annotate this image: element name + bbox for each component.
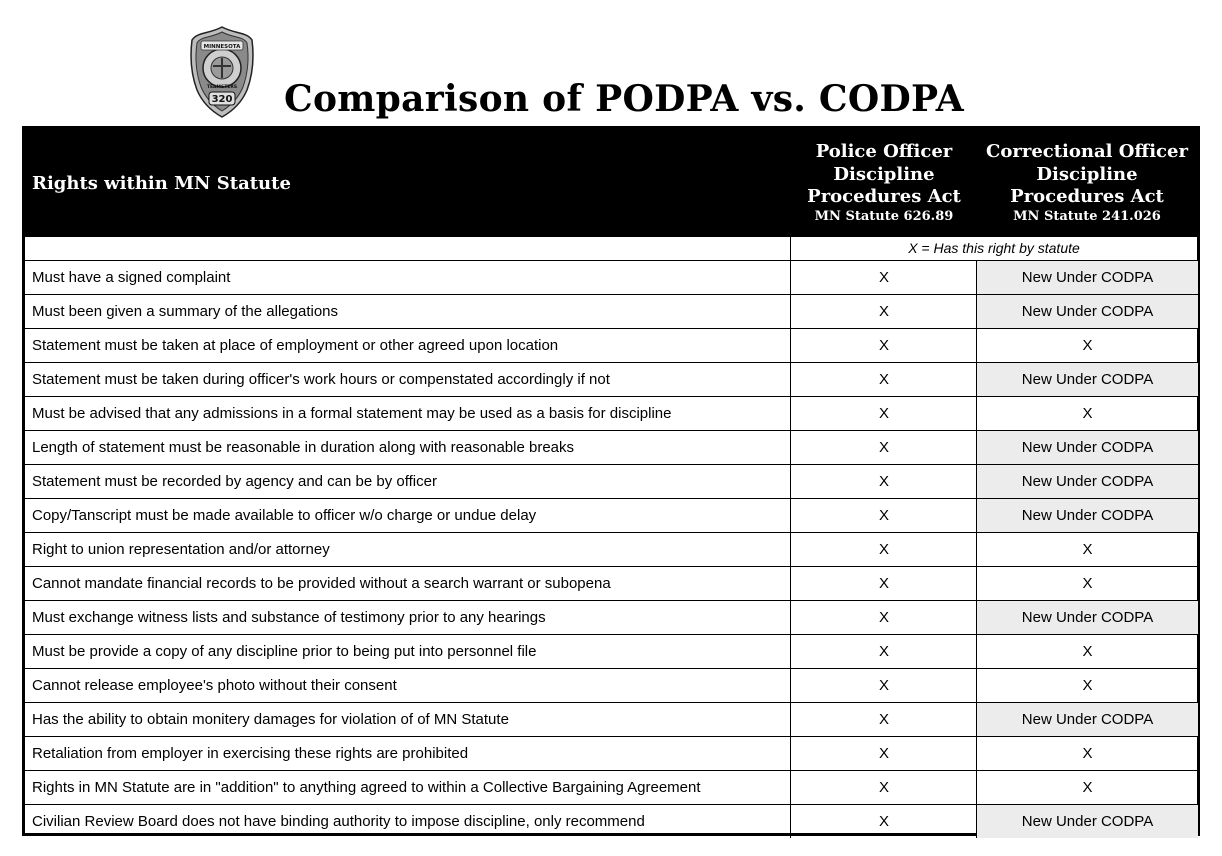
right-description: Retaliation from employer in exercising these rights are prohibited <box>32 745 469 762</box>
codpa-cell: New Under CODPA <box>976 363 1198 396</box>
table-row <box>25 703 1197 737</box>
table-row <box>25 295 1197 329</box>
codpa-cell: New Under CODPA <box>976 499 1198 532</box>
podpa-cell: X <box>790 567 977 600</box>
table-row <box>25 499 1197 533</box>
podpa-cell: X <box>790 737 977 770</box>
right-description: Copy/Tanscript must be made available to officer w/o charge or undue delay <box>32 507 537 524</box>
codpa-cell: X <box>976 771 1198 804</box>
table-row <box>25 567 1197 601</box>
right-description: Must be advised that any admissions in a formal statement may be used as a basis for discipline <box>32 405 672 422</box>
header-podpa-title: Police Officer Discipline Procedures Act <box>807 141 961 207</box>
podpa-cell: X <box>790 635 977 668</box>
legend-row <box>25 237 1197 261</box>
podpa-cell: X <box>790 329 977 362</box>
codpa-cell: X <box>976 635 1198 668</box>
podpa-cell: X <box>790 499 977 532</box>
right-description: Length of statement must be reasonable in duration along with reasonable breaks <box>32 439 575 456</box>
codpa-cell: X <box>976 737 1198 770</box>
table-row <box>25 601 1197 635</box>
right-description: Cannot mandate financial records to be provided without a search warrant or subopena <box>32 575 611 592</box>
right-description: Must been given a summary of the allegations <box>32 303 338 320</box>
right-description: Rights in MN Statute are in "addition" to anything agreed to within a Collective Bargaining Agreement <box>32 779 701 796</box>
podpa-cell: X <box>790 465 977 498</box>
codpa-cell: X <box>976 533 1198 566</box>
podpa-cell: X <box>790 295 977 328</box>
svg-text:MINNESOTA: MINNESOTA <box>203 44 241 50</box>
table-row <box>25 329 1197 363</box>
podpa-cell: X <box>790 669 977 702</box>
codpa-cell: X <box>976 567 1198 600</box>
right-description: Cannot release employee's photo without their consent <box>32 677 397 694</box>
podpa-cell: X <box>790 431 977 464</box>
podpa-cell: X <box>790 363 977 396</box>
right-description: Civilian Review Board does not have binding authority to impose discipline, only recommend <box>32 813 645 830</box>
header-podpa <box>791 141 977 224</box>
right-description: Must have a signed complaint <box>32 269 231 286</box>
codpa-cell: X <box>976 397 1198 430</box>
right-description: Has the ability to obtain monitery damages for violation of of MN Statute <box>32 711 509 728</box>
table-row <box>25 261 1197 295</box>
codpa-cell: New Under CODPA <box>976 805 1198 838</box>
svg-text:TEAMSTERS: TEAMSTERS <box>206 85 238 90</box>
header-podpa-statute: MN Statute 626.89 <box>814 208 954 224</box>
page-title: Comparison of PODPA vs. CODPA <box>284 78 965 120</box>
table-row <box>25 465 1197 499</box>
svg-text:320: 320 <box>211 94 233 105</box>
right-description: Statement must be taken during officer's work hours or compenstated accordingly if not <box>32 371 610 388</box>
right-description: Statement must be recorded by agency and can be by officer <box>32 473 437 490</box>
header-codpa-title: Correctional Officer Discipline Procedures Act <box>986 141 1188 207</box>
podpa-cell: X <box>790 601 977 634</box>
table-header <box>25 129 1197 237</box>
table-row <box>25 737 1197 771</box>
header-codpa <box>977 141 1197 224</box>
legend-text: X = Has this right by statute <box>908 240 1080 256</box>
right-description: Must be provide a copy of any discipline prior to being put into personnel file <box>32 643 537 660</box>
table-row <box>25 397 1197 431</box>
podpa-cell: X <box>790 261 977 294</box>
codpa-cell: New Under CODPA <box>976 261 1198 294</box>
right-description: Right to union representation and/or attorney <box>32 541 330 558</box>
codpa-cell: New Under CODPA <box>976 295 1198 328</box>
table-row <box>25 431 1197 465</box>
podpa-cell: X <box>790 703 977 736</box>
table-row <box>25 771 1197 805</box>
table-body <box>25 261 1197 838</box>
table-row <box>25 805 1197 838</box>
codpa-cell: New Under CODPA <box>976 431 1198 464</box>
right-description: Statement must be taken at place of employment or other agreed upon location <box>32 337 559 354</box>
comparison-table <box>22 126 1200 836</box>
table-row <box>25 533 1197 567</box>
podpa-cell: X <box>790 771 977 804</box>
header-codpa-statute: MN Statute 241.026 <box>1013 208 1161 224</box>
codpa-cell: New Under CODPA <box>976 465 1198 498</box>
teamsters-badge-logo <box>189 26 255 118</box>
podpa-cell: X <box>790 805 977 838</box>
table-row <box>25 635 1197 669</box>
table-row <box>25 363 1197 397</box>
header-rights-label: Rights within MN Statute <box>32 172 291 194</box>
podpa-cell: X <box>790 533 977 566</box>
codpa-cell: X <box>976 329 1198 362</box>
table-row <box>25 669 1197 703</box>
codpa-cell: New Under CODPA <box>976 703 1198 736</box>
right-description: Must exchange witness lists and substance of testimony prior to any hearings <box>32 609 546 626</box>
podpa-cell: X <box>790 397 977 430</box>
codpa-cell: X <box>976 669 1198 702</box>
codpa-cell: New Under CODPA <box>976 601 1198 634</box>
